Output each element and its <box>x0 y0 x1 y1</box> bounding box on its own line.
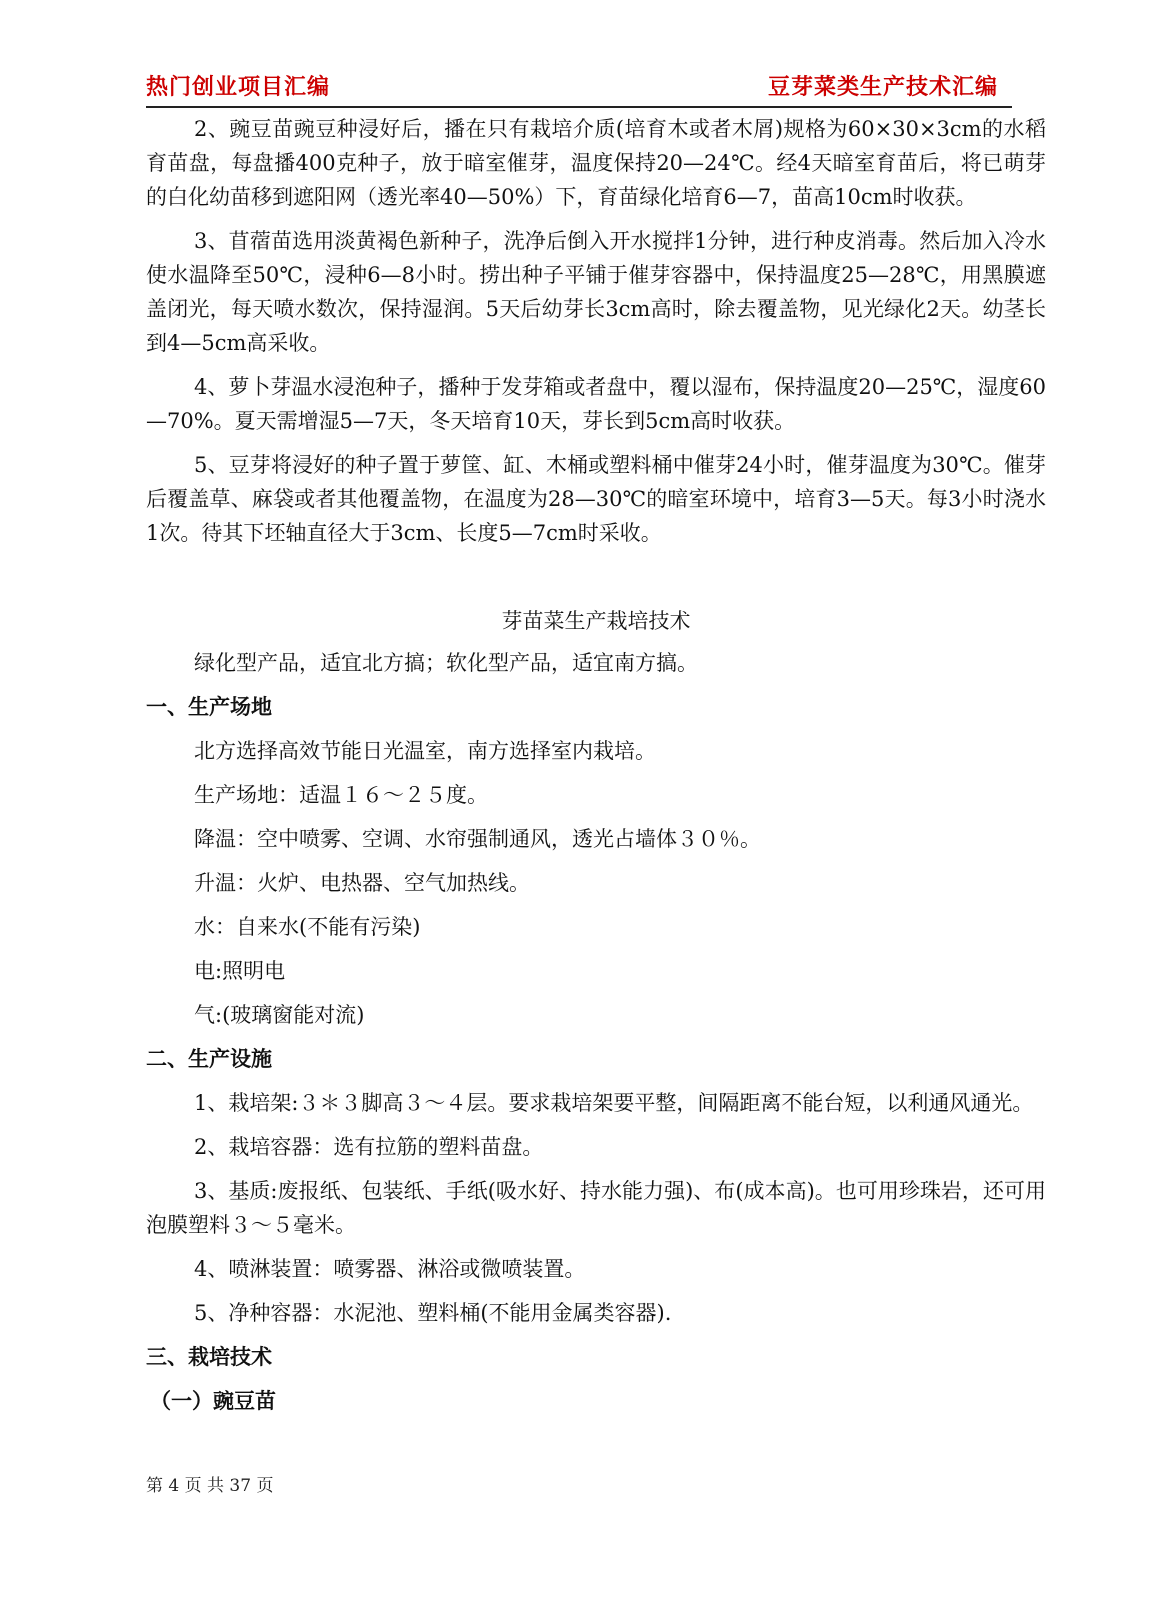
list-item: 水：自来水(不能有污染) <box>194 915 421 939</box>
document-body <box>146 112 1046 1428</box>
list-item: 气:(玻璃窗能对流) <box>194 1003 365 1027</box>
paragraph: 4、萝卜芽温水浸泡种子，播种于发芽箱或者盘中，覆以湿布，保持温度20—25℃，湿度60—70%。夏天需增湿5—7天，冬天培育10天，芽长到5cm高时收获。 <box>146 375 1047 433</box>
section-title: 芽苗菜生产栽培技术 <box>501 609 691 633</box>
intro-paragraph: 绿化型产品，适宜北方搞；软化型产品，适宜南方搞。 <box>194 651 698 675</box>
heading-cultivation-technique: 三、栽培技术 <box>146 1345 272 1369</box>
sub-heading-pea-sprouts: （一）豌豆苗 <box>150 1389 276 1413</box>
heading-production-facilities: 二、生产设施 <box>146 1047 272 1071</box>
page-footer: 第 4 页 共 37 页 <box>146 1476 274 1496</box>
list-item: 电:照明电 <box>194 959 286 983</box>
page-header <box>146 66 1012 108</box>
header-right-title: 豆芽菜类生产技术汇编 <box>767 75 998 100</box>
list-item: 4、喷淋装置：喷雾器、淋浴或微喷装置。 <box>194 1257 586 1281</box>
list-item: 1、栽培架:３＊３脚高３～４层。要求栽培架要平整，间隔距离不能台短，以利通风通光。 <box>194 1091 1034 1115</box>
header-left-title: 热门创业项目汇编 <box>146 75 331 100</box>
paragraph: 5、豆芽将浸好的种子置于萝筐、缸、木桶或塑料桶中催芽24小时，催芽温度为30℃。催芽后覆盖草、麻袋或者其他覆盖物，在温度为28—30℃的暗室环境中，培育3—5天。每3小时浇水1次。待其下坯轴直径大于3cm、长度5—7cm时采收。 <box>146 453 1046 545</box>
paragraph: 2、豌豆苗豌豆种浸好后，播在只有栽培介质(培育木或者木屑)规格为60×30×3cm的水稻育苗盘，每盘播400克种子，放于暗室催芽，温度保持20—24℃。经4天暗室育苗后，将已萌芽的白化幼苗移到遮阳网（透光率40—50%）下，育苗绿化培育6—7，苗高10cm时收获。 <box>146 117 1046 209</box>
list-item: 生产场地：适温１６～２５度。 <box>194 783 488 807</box>
paragraph: 3、苜蓿苗选用淡黄褐色新种子，洗净后倒入开水搅拌1分钟，进行种皮消毒。然后加入冷水使水温降至50℃，浸种6—8小时。捞出种子平铺于催芽容器中，保持温度25—28℃，用黑膜遮盖闭光，每天喷水数次，保持湿润。5天后幼芽长3cm高时，除去覆盖物，见光绿化2天。幼茎长到4—5cm高采收。 <box>146 229 1046 355</box>
list-item: 升温：火炉、电热器、空气加热线。 <box>194 871 530 895</box>
list-item: 2、栽培容器：选有拉筋的塑料苗盘。 <box>194 1135 544 1159</box>
list-item: 3、基质:废报纸、包装纸、手纸(吸水好、持水能力强)、布(成本高)。也可用珍珠岩，还可用泡膜塑料３～５毫米。 <box>146 1179 1046 1237</box>
list-item: 5、净种容器：水泥池、塑料桶(不能用金属类容器). <box>194 1301 672 1325</box>
list-item: 降温：空中喷雾、空调、水帘强制通风，透光占墙体３０％。 <box>194 827 761 851</box>
list-item: 北方选择高效节能日光温室，南方选择室内栽培。 <box>194 739 656 763</box>
heading-production-site: 一、生产场地 <box>146 695 272 719</box>
